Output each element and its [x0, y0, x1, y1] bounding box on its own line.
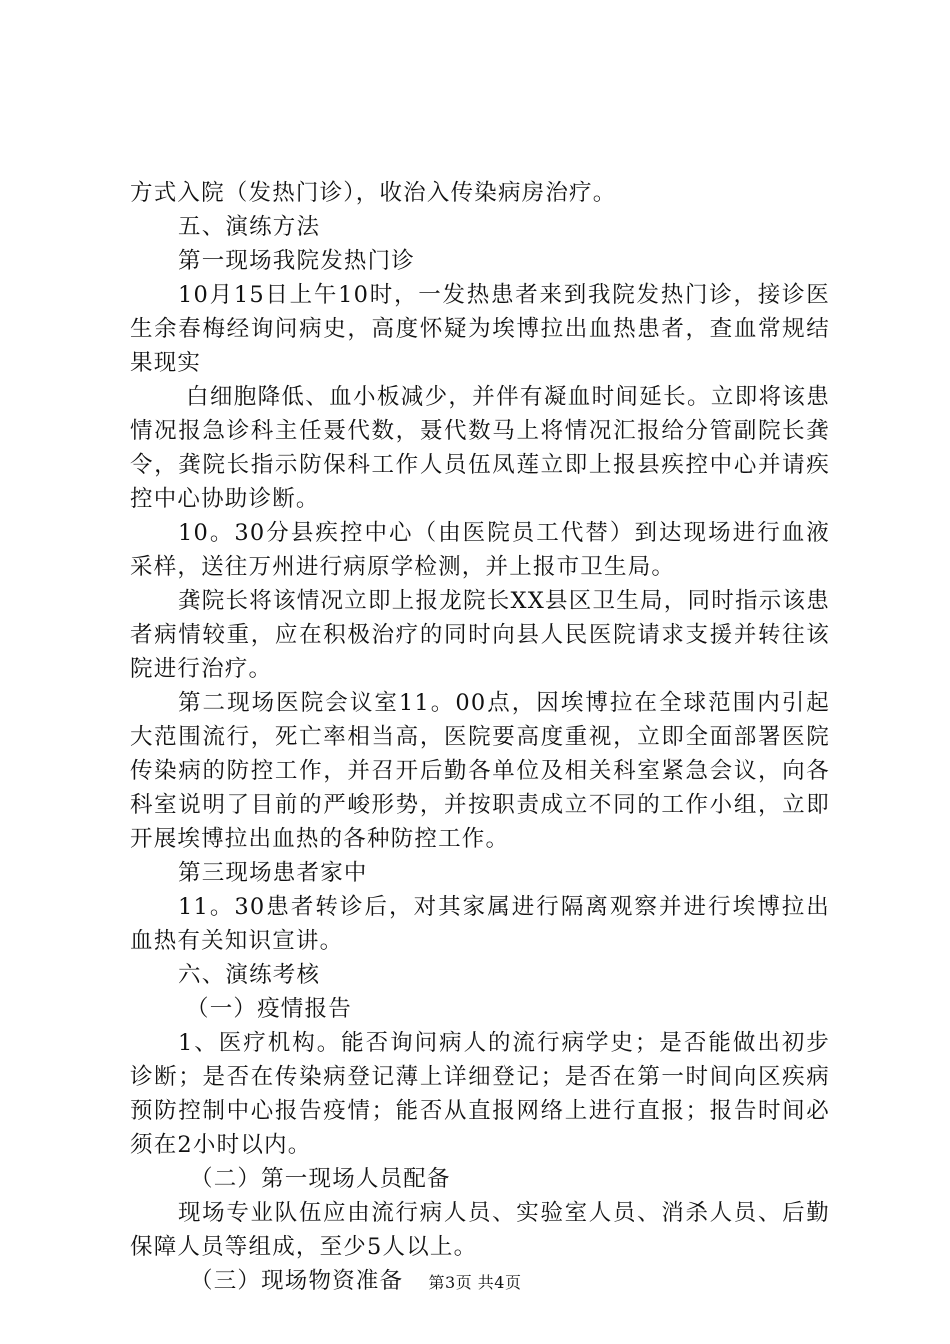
paragraph: 龚院长将该情况立即上报龙院长XX县区卫生局，同时指示该患者病情较重，应在积极治疗的同时向县人民医院请求支援并转往该院进行治疗。 [130, 588, 830, 682]
paragraph: 1、医疗机构。能否询问病人的流行病学史；是否能做出初步诊断；是否在传染病登记薄上详细登记；是否在第一时间向区疾病预防控制中心报告疫情；能否从直报网络上进行直报；报告时间必须在2小时以内。 [130, 1030, 830, 1158]
subsection-heading-supplies: （三）现场物资准备 [190, 1268, 404, 1294]
scene-heading-third: 第三现场患者家中 [178, 860, 368, 886]
paragraph: 白细胞降低、血小板减少，并伴有凝血时间延长。立即将该患情况报急诊科主任聂代数，聂代数马上将情况汇报给分管副院长龚令，龚院长指示防保科工作人员伍凤莲立即上报县疾控中心并请疾控中心协助诊断。 [130, 384, 830, 512]
paragraph: 11。30患者转诊后，对其家属进行隔离观察并进行埃博拉出血热有关知识宣讲。 [130, 894, 830, 954]
subsection-heading-staffing: （二）第一现场人员配备 [190, 1166, 451, 1192]
section-heading-drill-method: 五、演练方法 [178, 214, 321, 240]
paragraph: 第二现场医院会议室11。00点，因埃博拉在全球范围内引起大范围流行，死亡率相当高，医院要高度重视，立即全面部署医院传染病的防控工作，并召开后勤各单位及相关科室紧急会议，向各科室说明了目前的严峻形势，并按职责成立不同的工作小组，立即开展埃博拉出血热的各种防控工作。 [130, 690, 830, 852]
document-body [130, 176, 830, 1298]
paragraph: 10月15日上午10时，一发热患者来到我院发热门诊，接诊医生余春梅经询问病史，高度怀疑为埃博拉出血热患者，查血常规结果现实 [130, 282, 830, 376]
paragraph: 10。30分县疾控中心（由医院员工代替）到达现场进行血液采样，送往万州进行病原学检测，并上报市卫生局。 [130, 520, 830, 580]
page-number-label: 第3页 共4页 [428, 1273, 522, 1292]
paragraph: 方式入院（发热门诊），收治入传染病房治疗。 [130, 180, 617, 206]
section-heading-drill-assessment: 六、演练考核 [178, 962, 321, 988]
paragraph: 现场专业队伍应由流行病人员、实验室人员、消杀人员、后勤保障人员等组成，至少5人以上。 [130, 1200, 830, 1260]
scene-heading-first: 第一现场我院发热门诊 [178, 248, 416, 274]
page-footer [0, 1270, 950, 1293]
subsection-heading-epidemic-report: （一）疫情报告 [186, 996, 352, 1022]
